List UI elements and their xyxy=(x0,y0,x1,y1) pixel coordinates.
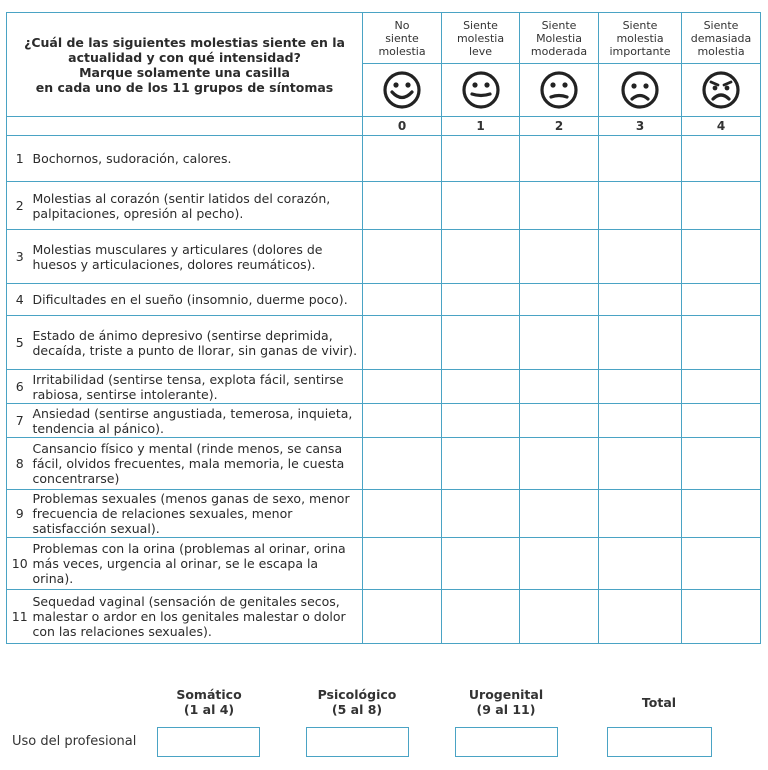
answer-checkbox-1[interactable] xyxy=(442,370,520,404)
group-somatico-label: Somático (1 al 4) xyxy=(176,687,242,717)
angry-face-icon xyxy=(682,64,761,117)
symptom-text: Molestias al corazón (sentir latidos del corazón, palpitaciones, opresión al pecho). xyxy=(33,182,363,230)
answer-checkbox-1[interactable] xyxy=(442,438,520,490)
answer-checkbox-0[interactable] xyxy=(363,182,442,230)
frown-face-icon xyxy=(599,64,682,117)
symptom-text: Cansancio físico y mental (rinde menos, se cansa fácil, olvidos frecuentes, mala memoria, le cuesta concentrarse) xyxy=(33,438,363,490)
answer-checkbox-1[interactable] xyxy=(442,316,520,370)
total-score-box[interactable] xyxy=(607,727,712,757)
symptom-text: Dificultades en el sueño (insomnio, duerme poco). xyxy=(33,284,363,316)
answer-checkbox-1[interactable] xyxy=(442,136,520,182)
answer-checkbox-0[interactable] xyxy=(363,230,442,284)
answer-checkbox-0[interactable] xyxy=(363,284,442,316)
symptom-row xyxy=(7,370,761,404)
answer-checkbox-4[interactable] xyxy=(682,590,761,644)
answer-checkbox-3[interactable] xyxy=(599,136,682,182)
answer-checkbox-2[interactable] xyxy=(520,490,599,538)
answer-checkbox-1[interactable] xyxy=(442,230,520,284)
score-0: 0 xyxy=(363,117,442,136)
answer-checkbox-4[interactable] xyxy=(682,284,761,316)
column-header-4: Siente demasiada molestia xyxy=(682,13,761,64)
symptom-text: Molestias musculares y articulares (dolores de huesos y articulaciones, dolores reumáticos). xyxy=(33,230,363,284)
question-header xyxy=(7,13,363,117)
answer-checkbox-2[interactable] xyxy=(520,370,599,404)
answer-checkbox-4[interactable] xyxy=(682,230,761,284)
symptom-row xyxy=(7,230,761,284)
answer-checkbox-2[interactable] xyxy=(520,136,599,182)
answer-checkbox-1[interactable] xyxy=(442,490,520,538)
score-1: 1 xyxy=(442,117,520,136)
column-header-3: Siente molestia importante xyxy=(599,13,682,64)
answer-checkbox-3[interactable] xyxy=(599,370,682,404)
answer-checkbox-1[interactable] xyxy=(442,404,520,438)
symptom-table xyxy=(6,12,761,644)
symptom-text: Estado de ánimo depresivo (sentirse deprimida, decaída, triste a punto de llorar, sin ganas de vivir). xyxy=(33,316,363,370)
symptom-number: 2 xyxy=(7,182,33,230)
answer-checkbox-0[interactable] xyxy=(363,490,442,538)
symptom-number: 6 xyxy=(7,370,33,404)
answer-checkbox-0[interactable] xyxy=(363,136,442,182)
answer-checkbox-2[interactable] xyxy=(520,230,599,284)
symptom-text: Bochornos, sudoración, calores. xyxy=(33,136,363,182)
symptom-row xyxy=(7,316,761,370)
symptom-row xyxy=(7,438,761,490)
answer-checkbox-1[interactable] xyxy=(442,590,520,644)
symptom-row xyxy=(7,538,761,590)
answer-checkbox-4[interactable] xyxy=(682,136,761,182)
answer-checkbox-0[interactable] xyxy=(363,590,442,644)
answer-checkbox-2[interactable] xyxy=(520,182,599,230)
question-line-1: ¿Cuál de las siguientes molestias siente en la xyxy=(24,34,345,50)
answer-checkbox-2[interactable] xyxy=(520,438,599,490)
question-line-2: actualidad y con qué intensidad? xyxy=(68,49,301,65)
symptom-number: 11 xyxy=(7,590,33,644)
symptom-number: 1 xyxy=(7,136,33,182)
score-2: 2 xyxy=(520,117,599,136)
answer-checkbox-0[interactable] xyxy=(363,316,442,370)
symptom-row xyxy=(7,490,761,538)
symptom-text: Problemas con la orina (problemas al orinar, orina más veces, urgencia al orinar, se le escapa la orina). xyxy=(33,538,363,590)
answer-checkbox-3[interactable] xyxy=(599,284,682,316)
symptom-text: Problemas sexuales (menos ganas de sexo, menor frecuencia de relaciones sexuales, menor satisfacción sexual). xyxy=(33,490,363,538)
answer-checkbox-0[interactable] xyxy=(363,370,442,404)
answer-checkbox-2[interactable] xyxy=(520,404,599,438)
neutral-smile-face-icon xyxy=(442,64,520,117)
group-total-label: Total xyxy=(641,695,677,710)
answer-checkbox-0[interactable] xyxy=(363,538,442,590)
answer-checkbox-1[interactable] xyxy=(442,538,520,590)
answer-checkbox-3[interactable] xyxy=(599,538,682,590)
slight-frown-face-icon xyxy=(520,64,599,117)
symptom-row xyxy=(7,590,761,644)
symptom-text: Ansiedad (sentirse angustiada, temerosa, inquieta, tendencia al pánico). xyxy=(33,404,363,438)
answer-checkbox-3[interactable] xyxy=(599,404,682,438)
spacer-cell xyxy=(7,117,363,136)
answer-checkbox-3[interactable] xyxy=(599,316,682,370)
answer-checkbox-0[interactable] xyxy=(363,438,442,490)
symptom-number: 3 xyxy=(7,230,33,284)
symptom-row xyxy=(7,182,761,230)
very-happy-face-icon xyxy=(363,64,442,117)
answer-checkbox-3[interactable] xyxy=(599,182,682,230)
urogenital-score-box[interactable] xyxy=(455,727,558,757)
symptom-text: Irritabilidad (sentirse tensa, explota fácil, sentirse rabiosa, sentirse intolerante). xyxy=(33,370,363,404)
answer-checkbox-3[interactable] xyxy=(599,438,682,490)
answer-checkbox-2[interactable] xyxy=(520,284,599,316)
psicologico-score-box[interactable] xyxy=(306,727,409,757)
answer-checkbox-3[interactable] xyxy=(599,490,682,538)
answer-checkbox-4[interactable] xyxy=(682,404,761,438)
answer-checkbox-4[interactable] xyxy=(682,316,761,370)
column-header-0: No siente molestia xyxy=(363,13,442,64)
symptom-text: Sequedad vaginal (sensación de genitales secos, malestar o ardor en los genitales malestar o dolor con las relaciones sexuales). xyxy=(33,590,363,644)
score-3: 3 xyxy=(599,117,682,136)
question-line-4: en cada uno de los 11 grupos de síntomas xyxy=(35,79,334,95)
answer-checkbox-4[interactable] xyxy=(682,182,761,230)
symptom-row xyxy=(7,136,761,182)
answer-checkbox-1[interactable] xyxy=(442,182,520,230)
somatico-score-box[interactable] xyxy=(157,727,260,757)
symptom-number: 9 xyxy=(7,490,33,538)
symptom-row xyxy=(7,284,761,316)
answer-checkbox-4[interactable] xyxy=(682,438,761,490)
answer-checkbox-1[interactable] xyxy=(442,284,520,316)
group-psicologico-label: Psicológico (5 al 8) xyxy=(317,687,397,717)
symptom-number: 4 xyxy=(7,284,33,316)
column-header-2: Siente Molestia moderada xyxy=(520,13,599,64)
answer-checkbox-0[interactable] xyxy=(363,404,442,438)
score-4: 4 xyxy=(682,117,761,136)
symptom-number: 10 xyxy=(7,538,33,590)
symptom-number: 8 xyxy=(7,438,33,490)
answer-checkbox-2[interactable] xyxy=(520,538,599,590)
uso-profesional-label: Uso del profesional xyxy=(12,734,137,749)
question-line-3: Marque solamente una casilla xyxy=(79,64,290,80)
symptom-number: 5 xyxy=(7,316,33,370)
answer-checkbox-4[interactable] xyxy=(682,538,761,590)
menopause-rating-scale-form xyxy=(6,12,760,644)
answer-checkbox-2[interactable] xyxy=(520,590,599,644)
symptom-row xyxy=(7,404,761,438)
symptom-number: 7 xyxy=(7,404,33,438)
answer-checkbox-4[interactable] xyxy=(682,370,761,404)
answer-checkbox-4[interactable] xyxy=(682,490,761,538)
answer-checkbox-3[interactable] xyxy=(599,590,682,644)
answer-checkbox-3[interactable] xyxy=(599,230,682,284)
column-header-1: Siente molestia leve xyxy=(442,13,520,64)
answer-checkbox-2[interactable] xyxy=(520,316,599,370)
group-urogenital-label: Urogenital (9 al 11) xyxy=(468,687,544,717)
